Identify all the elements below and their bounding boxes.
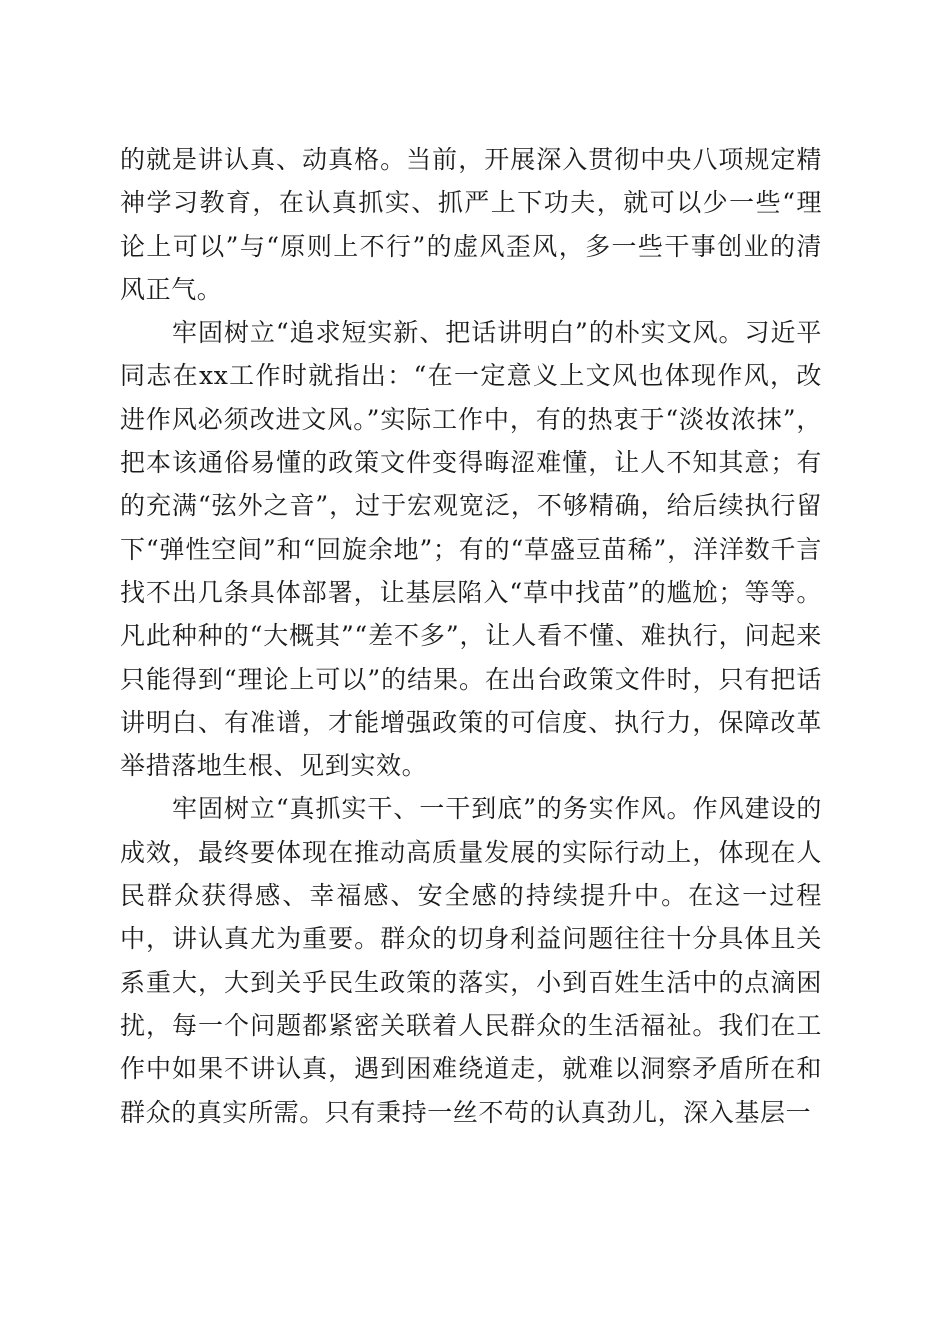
paragraph-2: 牢固树立“追求短实新、把话讲明白”的朴实文风。习近平同志在xx工作时就指出：“在一定意义上文风也体现作风，改进作风必须改进文风。”实际工作中，有的热衷于“淡妆浓抹”，把本该通俗易懂的政策文件变得晦涩难懂，让人不知其意；有的充满“弦外之音”，过于宏观宽泛，不够精确，给后续执行留下“弹性空间”和“回旋余地”；有的“草盛豆苗稀”，洋洋数千言找不出几条具体部署，让基层陷入“草中找苗”的尴尬；等等。凡此种种的“大概其”“差不多”，让人看不懂、难执行，问起来只能得到“理论上可以”的结果。在出台政策文件时，只有把话讲明白、有准谱，才能增强政策的可信度、执行力，保障改革举措落地生根、见到实效。 (120, 318, 822, 781)
paragraph-3: 牢固树立“真抓实干、一干到底”的务实作风。作风建设的成效，最终要体现在推动高质量发展的实际行动上，体现在人民群众获得感、幸福感、安全感的持续提升中。在这一过程中，讲认真尤为重要。群众的切身利益问题往往十分具体且关系重大，大到关乎民生政策的落实，小到百姓生活中的点滴困扰，每一个问题都紧密关联着人民群众的生活福祉。我们在工作中如果不讲认真，遇到困难绕道走，就难以洞察矛盾所在和群众的真实所需。只有秉持一丝不苟的认真劲儿，深入基层一 (120, 794, 822, 1127)
paragraph-1: 的就是讲认真、动真格。当前，开展深入贯彻中央八项规定精神学习教育，在认真抓实、抓严上下功夫，就可以少一些“理论上可以”与“原则上不行”的虚风歪风，多一些干事创业的清风正气。 (120, 145, 822, 304)
document-page (120, 138, 822, 1134)
